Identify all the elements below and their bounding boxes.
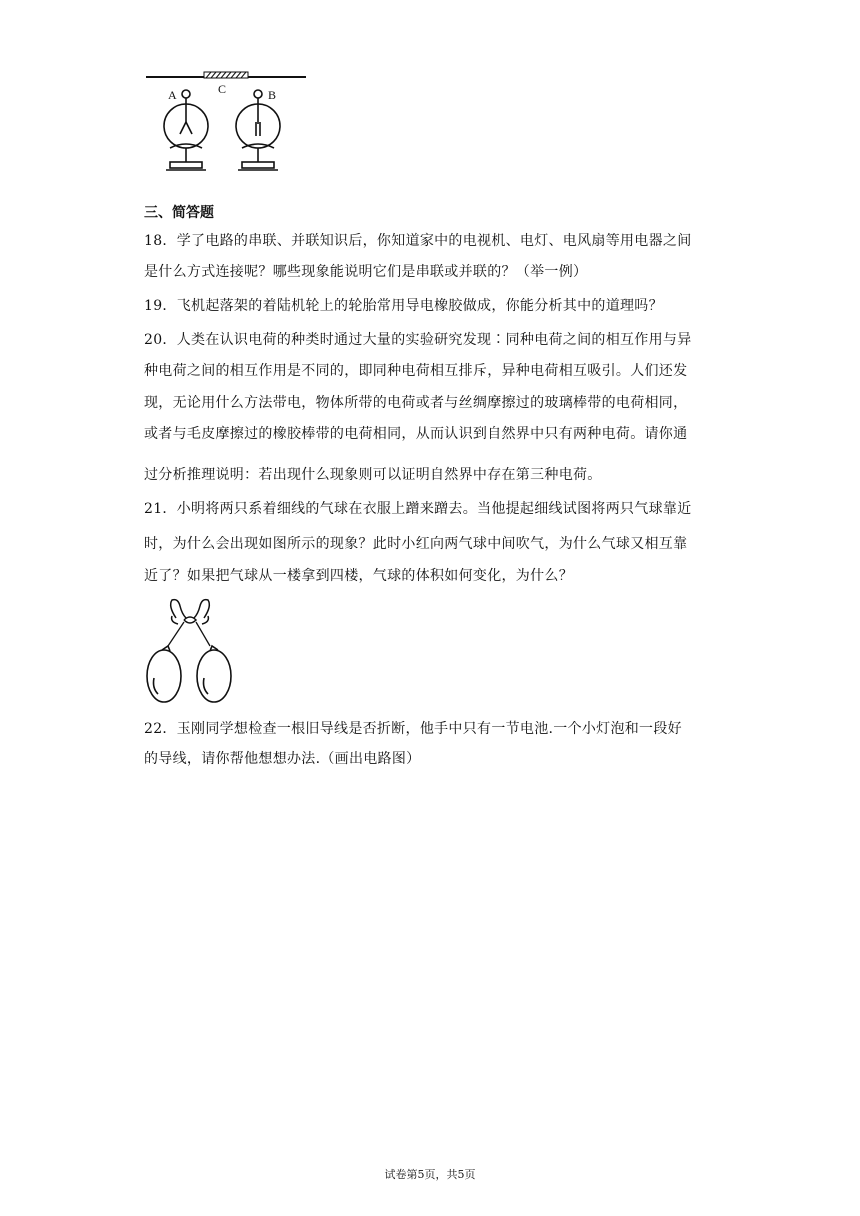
balloons-figure [140,596,240,706]
q20-line-1: 20．人类在认识电荷的种类时通过大量的实验研究发现∶同种电荷之间的相互作用与异 [144,332,692,348]
label-b: B [268,88,277,102]
balloons-figure-drawing [140,596,240,706]
q20-line-2: 种电荷之间的相互作用是不同的，即同种电荷相互排斥，异种电荷相互吸引。人们还发 [144,363,688,379]
hands-icon [171,600,210,624]
q22-line-2: 的导线，请你帮他想想办法.（画出电路图） [144,751,421,767]
electroscope-a [164,90,208,170]
q19-line-1: 19．飞机起落架的着陆机轮上的轮胎常用导电橡胶做成，你能分析其中的道理吗？ [144,298,663,314]
q20-line-3: 现，无论用什么方法带电，物体所带的电荷或者与丝绸摩擦过的玻璃棒带的电荷相同， [144,395,688,411]
q21-line-1: 21．小明将两只系着细线的气球在衣服上蹭来蹭去。当他提起细线试图将两只气球靠近 [144,501,692,517]
page-footer: 试卷第5页，共5页 [384,1168,476,1181]
strings [168,622,210,646]
q18-line-2: 是什么方式连接呢？哪些现象能说明它们是串联或并联的？（举一例） [144,264,588,280]
electroscope-figure-drawing [140,66,315,178]
electroscope-figure [140,66,315,178]
electroscope-b [236,90,280,170]
q22-line-1: 22．玉刚同学想检查一根旧导线是否折断，他手中只有一节电池.一个小灯泡和一段好 [144,721,682,737]
q18-line-1: 18．学了电路的串联、并联知识后，你知道家中的电视机、电灯、电风扇等用电器之间 [144,233,692,249]
balloon-icon [147,646,231,702]
q20-line-5: 过分析推理说明：若出现什么现象则可以证明自然界中存在第三种电荷。 [144,467,602,483]
q20-line-4: 或者与毛皮摩擦过的橡胶棒带的电荷相同，从而认识到自然界中只有两种电荷。请你通 [144,426,688,442]
section-title: 三、简答题 [144,205,214,221]
label-a: A [168,88,177,102]
q21-line-3: 近了？如果把气球从一楼拿到四楼，气球的体积如何变化，为什么？ [144,568,573,584]
label-c: C [218,82,227,96]
q21-line-2: 时，为什么会出现如图所示的现象？此时小红向两气球中间吹气，为什么气球又相互靠 [144,536,688,552]
